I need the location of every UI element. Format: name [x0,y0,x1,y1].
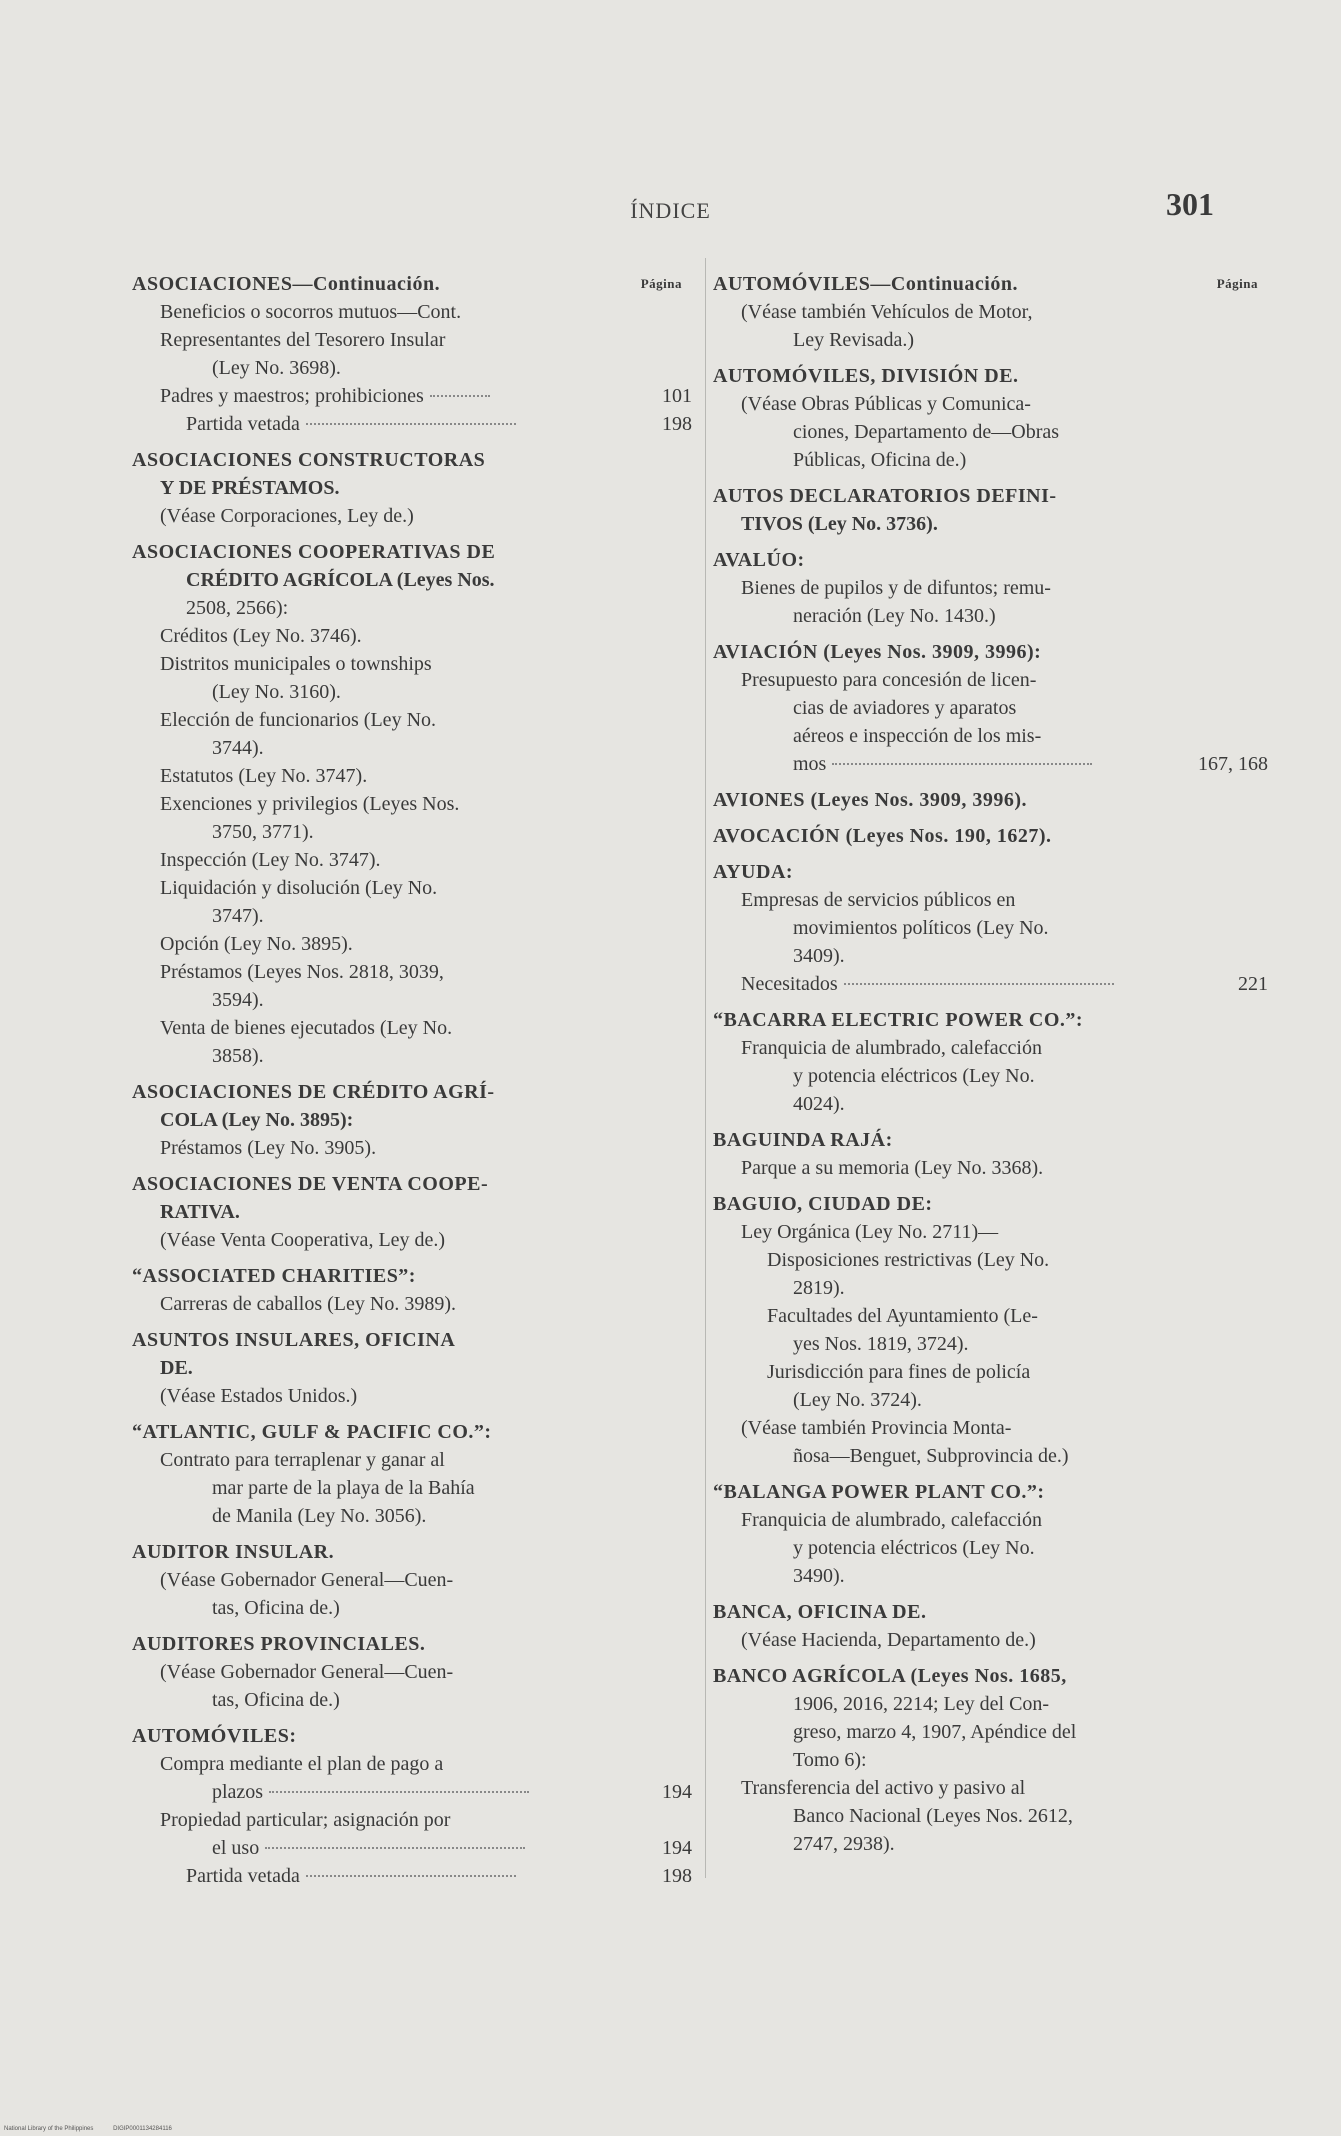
entry-text: 3747). [212,905,264,927]
entry-text: Propiedad particular; asignación por [160,1809,451,1831]
index-entry [713,886,1233,914]
index-heading [132,446,662,474]
index-entry [713,390,1233,418]
index-entry [132,1198,662,1226]
leader-dots [832,763,1092,765]
index-entry [132,874,662,902]
page-header-title: ÍNDICE [630,198,711,223]
index-heading [713,270,1258,298]
entry-text: Préstamos (Leyes Nos. 2818, 3039, [160,961,444,983]
index-heading [132,1418,662,1446]
index-entry [132,734,662,762]
entry-text: “BALANGA POWER PLANT CO.”: [713,1481,1045,1503]
index-entry [132,298,662,326]
footer-library: National Library of the Philippines [4,2126,94,2132]
index-entry [713,1246,1233,1274]
index-entry [713,750,1268,778]
entry-text: Estatutos (Ley No. 3747). [160,765,368,787]
index-entry [713,1386,1233,1414]
index-entry [713,510,1233,538]
index-entry [132,382,692,410]
page-number: 301 [1166,186,1214,222]
index-entry [713,326,1233,354]
entry-text: tas, Oficina de.) [212,1689,340,1711]
index-entry [713,1534,1233,1562]
index-entry [713,1562,1233,1590]
entry-text: Parque a su memoria (Ley No. 3368). [741,1157,1044,1179]
entry-text: “ASSOCIATED CHARITIES”: [132,1265,416,1287]
index-heading [132,1326,662,1354]
index-heading [132,1630,662,1658]
entry-text: Y DE PRÉSTAMOS. [160,477,340,499]
entry-text: Padres y maestros; prohibiciones [160,385,424,407]
entry-text: ñosa—Benguet, Subprovincia de.) [793,1445,1069,1467]
index-heading [713,638,1233,666]
index-entry [713,942,1233,970]
index-heading [132,1538,662,1566]
entry-text: ASOCIACIONES DE VENTA COOPE- [132,1173,489,1195]
scan-footer [4,2126,190,2132]
index-entry [132,1594,662,1622]
index-heading [713,362,1233,390]
entry-text: (Véase Gobernador General—Cuen- [160,1569,454,1591]
index-entry [132,1806,662,1834]
index-heading [713,1126,1233,1154]
leader-dots [430,395,490,397]
index-heading [713,546,1233,574]
index-entry [132,706,662,734]
entry-text: Distritos municipales o townships [160,653,432,675]
index-entry [132,1134,662,1162]
index-heading [713,1006,1233,1034]
index-column-left [132,262,692,1890]
entry-text: Empresas de servicios públicos en [741,889,1016,911]
index-entry [132,1106,662,1134]
leader-dots [269,1791,529,1793]
entry-text: (Véase también Provincia Monta- [741,1417,1012,1439]
entry-text: AUTOMÓVILES: [132,1725,297,1747]
index-entry [713,1506,1233,1534]
index-entry [132,930,662,958]
page-reference: 194 [662,1781,692,1803]
index-entry [713,1034,1233,1062]
entry-text: AVIACIÓN (Leyes Nos. 3909, 3996): [713,641,1042,663]
index-entry [132,1226,662,1254]
index-heading [713,1190,1233,1218]
index-entry [132,622,662,650]
index-entry [713,1330,1233,1358]
index-entry [713,1274,1233,1302]
entry-text: ASOCIACIONES COOPERATIVAS DE [132,541,496,563]
entry-text: (Ley No. 3724). [793,1389,922,1411]
index-entry [132,474,662,502]
index-entry [132,1686,662,1714]
index-heading [713,1662,1233,1690]
index-entry [713,1830,1233,1858]
entry-text: “BACARRA ELECTRIC POWER CO.”: [713,1009,1084,1031]
index-entry [132,678,662,706]
index-entry [132,594,662,622]
entry-text: Inspección (Ley No. 3747). [160,849,381,871]
entry-text: cias de aviadores y aparatos [793,697,1017,719]
index-entry [713,1062,1233,1090]
leader-dots [306,1875,516,1877]
index-entry [713,1414,1233,1442]
index-entry [132,1042,662,1070]
index-entry [132,1834,692,1862]
entry-text: ASUNTOS INSULARES, OFICINA [132,1329,456,1351]
entry-text: movimientos políticos (Ley No. [793,917,1049,939]
index-entry [132,790,662,818]
entry-text: de Manila (Ley No. 3056). [212,1505,427,1527]
index-entry [132,1290,662,1318]
entry-text: BANCA, OFICINA DE. [713,1601,927,1623]
entry-text: Transferencia del activo y pasivo al [741,1777,1026,1799]
entry-text: Presupuesto para concesión de licen- [741,669,1037,691]
page-reference: 198 [662,413,692,435]
pagina-label: Página [1216,276,1258,291]
entry-text: aéreos e inspección de los mis- [793,725,1042,747]
entry-text: AVOCACIÓN (Leyes Nos. 190, 1627). [713,825,1052,847]
index-entry [713,574,1233,602]
entry-text: 4024). [793,1093,845,1115]
index-entry [132,1502,662,1530]
index-entry [713,1358,1233,1386]
index-entry [132,986,662,1014]
index-heading [713,822,1233,850]
entry-text: Carreras de caballos (Ley No. 3989). [160,1293,456,1315]
entry-text: (Véase también Vehículos de Motor, [741,301,1033,323]
entry-text: Tomo 6): [793,1749,867,1771]
page-reference: 194 [662,1837,692,1859]
index-entry [132,1014,662,1042]
entry-text: (Ley No. 3698). [212,357,341,379]
index-heading [713,786,1233,814]
index-entry [132,650,662,678]
index-entry [713,602,1233,630]
entry-text: AUTOS DECLARATORIOS DEFINI- [713,485,1057,507]
entry-text: Necesitados [741,973,838,995]
index-entry [713,1718,1233,1746]
entry-text: greso, marzo 4, 1907, Apéndice del [793,1721,1077,1743]
entry-text: Ley Orgánica (Ley No. 2711)— [741,1221,999,1243]
index-entry [132,1566,662,1594]
entry-text: AVIONES (Leyes Nos. 3909, 3996). [713,789,1027,811]
entry-text: RATIVA. [160,1201,240,1223]
entry-text: Disposiciones restrictivas (Ley No. [767,1249,1050,1271]
index-entry [713,1090,1233,1118]
entry-text: (Véase Hacienda, Departamento de.) [741,1629,1036,1651]
entry-text: Compra mediante el plan de pago a [160,1753,444,1775]
entry-text: AVALÚO: [713,549,805,571]
index-heading [132,1262,662,1290]
entry-text: Facultades del Ayuntamiento (Le- [767,1305,1038,1327]
index-heading [132,1170,662,1198]
index-entry [132,818,662,846]
index-entry [132,1862,692,1890]
entry-text: 2747, 2938). [793,1833,895,1855]
page-reference: 101 [662,385,692,407]
entry-text: y potencia eléctricos (Ley No. [793,1065,1035,1087]
index-entry [132,902,662,930]
index-column-right [713,262,1268,1858]
index-entry [132,502,662,530]
entry-text: Franquicia de alumbrado, calefacción [741,1037,1042,1059]
entry-text: Opción (Ley No. 3895). [160,933,353,955]
index-entry [132,354,662,382]
entry-text: BAGUIO, CIUDAD DE: [713,1193,933,1215]
index-entry [713,1774,1233,1802]
entry-text: Franquicia de alumbrado, calefacción [741,1509,1042,1531]
index-entry [713,666,1233,694]
entry-text: (Véase Gobernador General—Cuen- [160,1661,454,1683]
index-entry [132,1750,662,1778]
entry-text: BANCO AGRÍCOLA (Leyes Nos. 1685, [713,1665,1067,1687]
entry-text: Créditos (Ley No. 3746). [160,625,362,647]
entry-text: ASOCIACIONES DE CRÉDITO AGRÍ- [132,1081,495,1103]
entry-text: neración (Ley No. 1430.) [793,605,996,627]
entry-text: Contrato para terraplenar y ganar al [160,1449,445,1471]
entry-text: mos [793,753,827,775]
entry-text: AUTOMÓVILES—Continuación. [713,273,1018,295]
entry-text: ASOCIACIONES CONSTRUCTORAS [132,449,486,471]
leader-dots [265,1847,525,1849]
leader-dots [306,423,516,425]
index-heading [713,1478,1233,1506]
entry-text: 2508, 2566): [186,597,289,619]
page-reference: 221 [1238,973,1268,995]
pagina-label: Página [640,276,682,291]
entry-text: Venta de bienes ejecutados (Ley No. [160,1017,453,1039]
index-entry [132,1382,662,1410]
index-entry [713,1154,1233,1182]
index-heading [713,858,1233,886]
footer-id: DIGIP0001134284116 [113,2126,172,2132]
index-heading [132,270,682,298]
entry-text: 3858). [212,1045,264,1067]
entry-text: 1906, 2016, 2214; Ley del Con- [793,1693,1050,1715]
entry-text: mar parte de la playa de la Bahía [212,1477,475,1499]
index-entry [132,1474,662,1502]
index-entry [713,446,1233,474]
entry-text: yes Nos. 1819, 3724). [793,1333,969,1355]
index-heading [132,1078,662,1106]
entry-text: Ley Revisada.) [793,329,915,351]
entry-text: AUDITORES PROVINCIALES. [132,1633,426,1655]
index-entry [713,1802,1233,1830]
index-entry [132,1778,692,1806]
page-reference: 198 [662,1865,692,1887]
index-entry [713,1626,1233,1654]
entry-text: Públicas, Oficina de.) [793,449,967,471]
entry-text: Jurisdicción para fines de policía [767,1361,1031,1383]
index-entry [132,410,692,438]
entry-text: AYUDA: [713,861,794,883]
entry-text: (Ley No. 3160). [212,681,341,703]
entry-text: el uso [212,1837,260,1859]
index-entry [132,762,662,790]
entry-text: tas, Oficina de.) [212,1597,340,1619]
index-entry [713,1302,1233,1330]
index-entry [713,914,1233,942]
entry-text: Beneficios o socorros mutuos—Cont. [160,301,462,323]
entry-text: Representantes del Tesorero Insular [160,329,446,351]
index-entry [132,1354,662,1382]
entry-text: Exenciones y privilegios (Leyes Nos. [160,793,460,815]
entry-text: Banco Nacional (Leyes Nos. 2612, [793,1805,1073,1827]
index-entry [713,1218,1233,1246]
entry-text: Bienes de pupilos y de difuntos; remu- [741,577,1051,599]
index-entry [713,694,1233,722]
index-entry [132,1658,662,1686]
entry-text: DE. [160,1357,193,1379]
entry-text: plazos [212,1781,264,1803]
index-entry [132,326,662,354]
entry-text: (Véase Corporaciones, Ley de.) [160,505,414,527]
index-heading [132,1722,662,1750]
entry-text: COLA (Ley No. 3895): [160,1109,354,1131]
entry-text: ASOCIACIONES—Continuación. [132,273,441,295]
leader-dots [844,983,1114,985]
entry-text: Partida vetada [186,413,300,435]
entry-text: Liquidación y disolución (Ley No. [160,877,438,899]
index-entry [713,722,1233,750]
entry-text: Partida vetada [186,1865,300,1887]
index-entry [713,418,1233,446]
entry-text: Elección de funcionarios (Ley No. [160,709,437,731]
column-divider [705,258,706,1878]
index-heading [713,1598,1233,1626]
index-entry [713,1746,1233,1774]
entry-text: y potencia eléctricos (Ley No. [793,1537,1035,1559]
index-entry [132,566,662,594]
entry-text: (Véase Estados Unidos.) [160,1385,358,1407]
index-entry [132,1446,662,1474]
index-entry [713,970,1268,998]
entry-text: TIVOS (Ley No. 3736). [741,513,938,535]
entry-text: 3490). [793,1565,845,1587]
entry-text: “ATLANTIC, GULF & PACIFIC CO.”: [132,1421,492,1443]
entry-text: 3409). [793,945,845,967]
entry-text: AUTOMÓVILES, DIVISIÓN DE. [713,365,1019,387]
index-heading [713,482,1233,510]
index-entry [713,298,1233,326]
entry-text: CRÉDITO AGRÍCOLA (Leyes Nos. [186,569,495,591]
page-reference: 167, 168 [1198,753,1268,775]
entry-text: 3744). [212,737,264,759]
index-entry [713,1690,1233,1718]
entry-text: 3750, 3771). [212,821,314,843]
entry-text: BAGUINDA RAJÁ: [713,1129,893,1151]
index-heading [132,538,662,566]
entry-text: (Véase Venta Cooperativa, Ley de.) [160,1229,446,1251]
entry-text: AUDITOR INSULAR. [132,1541,335,1563]
index-entry [132,958,662,986]
index-entry [713,1442,1233,1470]
entry-text: Préstamos (Ley No. 3905). [160,1137,377,1159]
entry-text: 2819). [793,1277,845,1299]
index-entry [132,846,662,874]
entry-text: (Véase Obras Públicas y Comunica- [741,393,1031,415]
entry-text: 3594). [212,989,264,1011]
entry-text: ciones, Departamento de—Obras [793,421,1060,443]
